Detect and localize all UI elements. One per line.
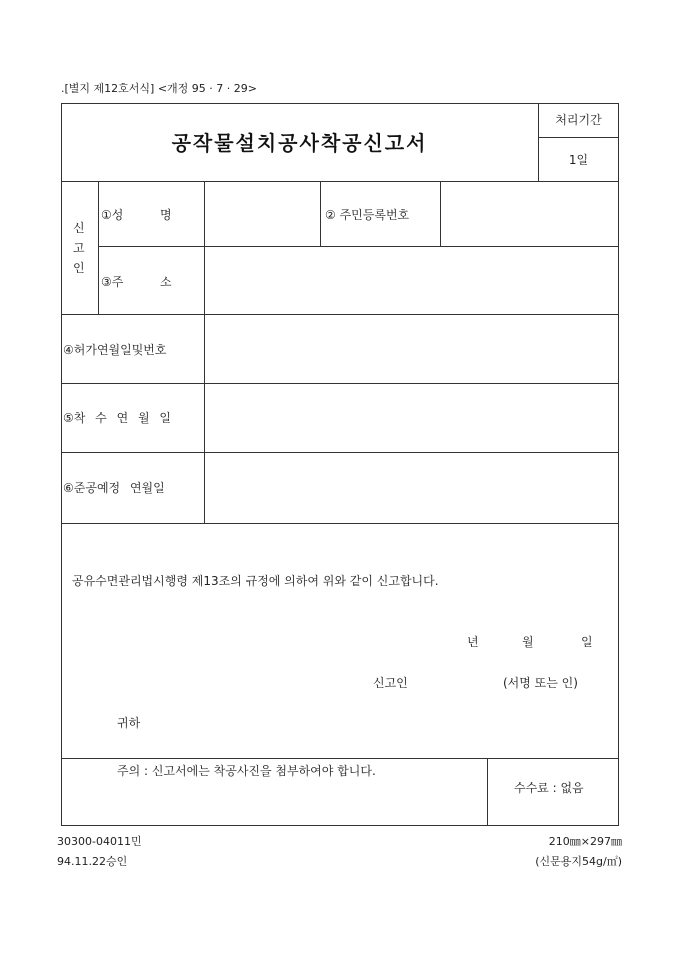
recipient-label: 귀하 — [117, 716, 141, 730]
divider — [61, 452, 619, 453]
start-date-field[interactable] — [206, 386, 617, 450]
address-field[interactable] — [206, 249, 617, 312]
form-code: 30300-04011민 — [57, 835, 142, 848]
paper-size: 210㎜×297㎜ — [548, 835, 622, 848]
applicant-label-char: 고 — [73, 241, 85, 255]
month-label: 월 — [522, 635, 534, 649]
address-label-suffix: 소 — [160, 275, 172, 289]
divider — [320, 181, 321, 246]
divider — [98, 246, 619, 247]
processing-period-value: 1일 — [568, 153, 589, 167]
signature-label: (서명 또는 인) — [503, 676, 578, 690]
divider — [61, 523, 619, 524]
notice-text: 주의 : 신고서에는 착공사진을 첨부하여야 합니다. — [117, 764, 376, 778]
divider — [61, 383, 619, 384]
resident-number-field[interactable] — [442, 184, 617, 244]
divider — [61, 314, 619, 315]
name-label-prefix: ①성 — [101, 208, 124, 222]
permit-date-number-label: ④허가연월일및번호 — [63, 343, 167, 357]
applicant-label-char: 인 — [73, 261, 85, 275]
name-field[interactable] — [206, 184, 318, 244]
divider — [440, 181, 441, 246]
divider — [538, 137, 619, 138]
year-label: 년 — [467, 635, 479, 649]
applicant-label-char: 신 — [73, 221, 85, 235]
divider — [61, 758, 619, 759]
divider — [61, 181, 619, 182]
address-label-prefix: ③주 — [101, 275, 124, 289]
completion-date-field[interactable] — [206, 455, 617, 521]
day-label: 일 — [581, 635, 593, 649]
name-label-suffix: 명 — [160, 208, 172, 222]
paper-type: (신문용지54g/㎡) — [535, 855, 622, 868]
completion-date-label: ⑥준공예정 연월일 — [63, 481, 165, 495]
form-number-header: .[별지 제12호서식] <개정 95 · 7 · 29> — [61, 82, 257, 95]
declarant-label: 신고인 — [373, 676, 408, 690]
form-title: 공작물설치공사착공신고서 — [171, 131, 428, 155]
divider — [487, 758, 488, 826]
divider — [204, 181, 205, 523]
approval-date: 94.11.22승인 — [57, 855, 128, 868]
permit-date-number-field[interactable] — [206, 317, 617, 381]
start-date-label: ⑤착 수 연 월 일 — [63, 411, 171, 425]
resident-number-label: ② 주민등록번호 — [325, 208, 410, 222]
processing-period-label: 처리기간 — [555, 113, 602, 127]
fee-text: 수수료 : 없음 — [514, 781, 584, 795]
declaration-text: 공유수면관리법시행령 제13조의 규정에 의하여 위와 같이 신고합니다. — [72, 574, 439, 588]
divider — [98, 181, 99, 314]
